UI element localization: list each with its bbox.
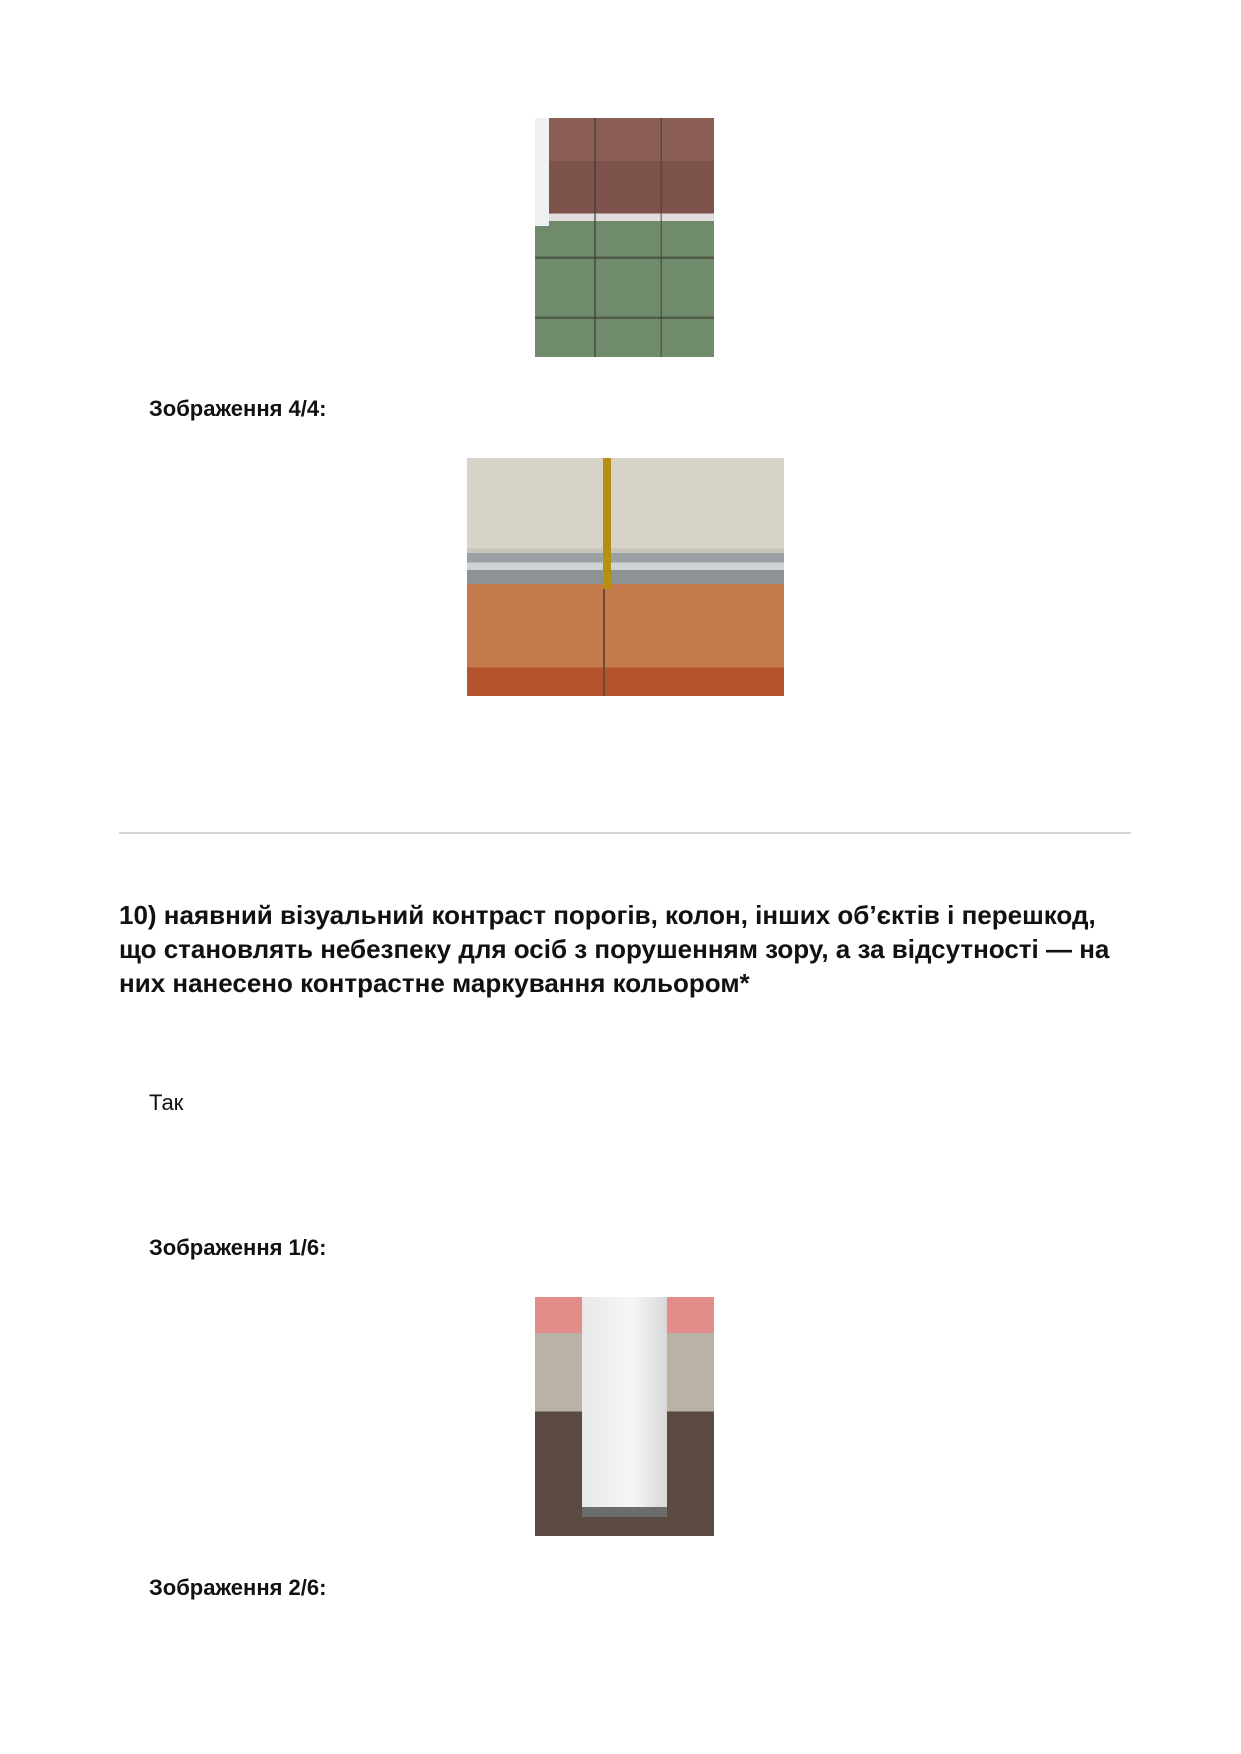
door-frame — [535, 118, 549, 226]
photo-threshold-measure — [467, 458, 784, 696]
image-label-4-4: Зображення 4/4: — [149, 396, 327, 421]
image-label-2-6: Зображення 2/6: — [149, 1575, 327, 1600]
column — [582, 1297, 668, 1507]
image-label-1-6: Зображення 1/6: — [149, 1235, 327, 1260]
column-base — [582, 1507, 668, 1517]
tape-measure — [603, 458, 611, 589]
section-divider — [119, 832, 1131, 834]
photo-column — [535, 1297, 714, 1536]
tile-seam — [603, 589, 605, 696]
question-title: 10) наявний візуальний контраст порогів, колон, інших об’єктів і перешкод, що становлять небезпеку для осіб з порушенням зору, а за відсутності — на них нанесено контрастне маркування кольором* — [119, 900, 1110, 998]
question-answer: Так — [149, 1090, 184, 1115]
photo-threshold-tiles — [535, 118, 714, 357]
